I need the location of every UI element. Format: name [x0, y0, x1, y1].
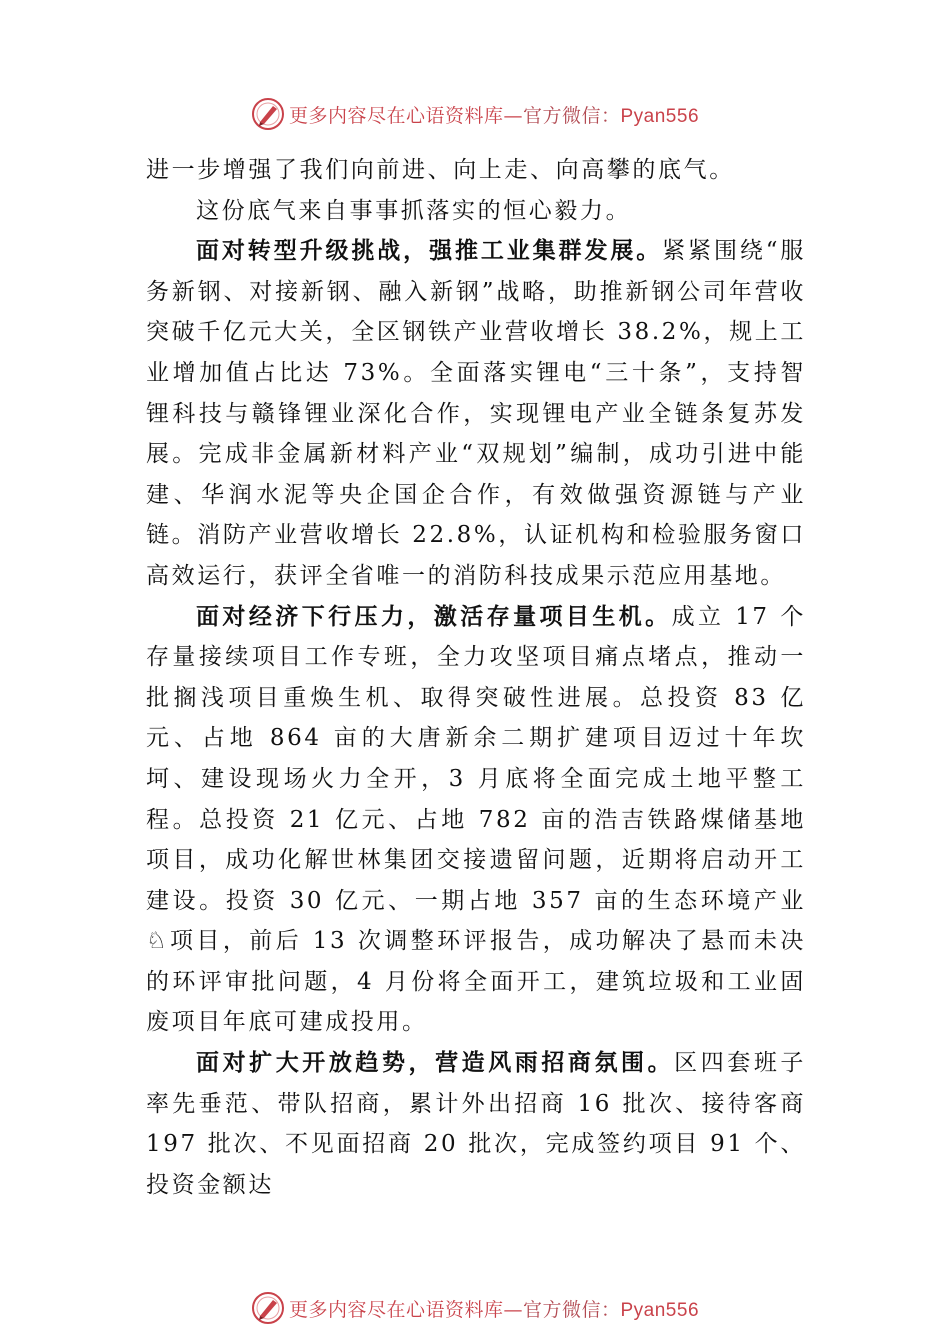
paragraph-5-lead: 面对扩大开放趋势，营造风雨招商氛围。 — [196, 1049, 675, 1077]
paragraph-5-text: 区四套班子率先垂范、带队招商，累计外出招商 16 批次、接待客商 197 批次、不见面招商 20 批次，完成签约项目 91 个、投资金额达 — [146, 1050, 806, 1198]
paragraph-3-lead: 面对转型升级挑战，强推工业集群发展。 — [196, 237, 663, 265]
footer-banner — [0, 1288, 950, 1328]
paragraph-3-text: 紧紧围绕“服务新钢、对接新钢、融入新钢”战略，助推新钢公司年营收突破千亿元大关，全区钢铁产业营收增长 38.2%，规上工业增加值占比达 73%。全面落实锂电“三十条”，支持智锂科技与赣锋锂业深化合作，实现锂电产业全链条复苏发展。完成非金属新材料产业“双规划”编制，成功引进中能建、华润水泥等央企国企合作，有效做强资源链与产业链。消防产业营收增长 22.8%，认证机构和检验服务窗口高效运行，获评全省唯一的消防科技成果示范应用基地。 — [146, 238, 806, 589]
paragraph-2: 这份底气来自事事抓落实的恒心毅力。 — [196, 197, 632, 224]
header-banner-official: 官方微信： — [522, 104, 621, 127]
paragraph-4-lead: 面对经济下行压力，激活存量项目生机。 — [196, 602, 672, 630]
header-banner-dash: — — [503, 104, 523, 127]
footer-banner-dash: — — [503, 1298, 523, 1321]
header-banner — [0, 94, 950, 134]
header-banner-wechat: Pyan556 — [620, 105, 700, 127]
paragraph-3 — [146, 231, 806, 596]
footer-banner-text — [289, 1295, 699, 1322]
footer-banner-official: 官方微信： — [522, 1298, 621, 1321]
paragraph-4-text: 成立 17 个存量接续项目工作专班，全力攻坚项目痛点堵点，推动一批搁浅项目重焕生机、取得突破性进展。总投资 83 亿元、占地 864 亩的大唐新余二期扩建项目迈过十年坎坷、建设现场火力全开，3 月底将全面完成土地平整工程。总投资 21 亿元、占地 782 亩的浩吉铁路煤储基地项目，成功化解世林集团交接遗留问题，近期将启动开工建设。投资 30 亿元、一期占地 357 亩的生态环境产业♘项目，前后 13 次调整环评报告，成功解决了悬而未决的环评审批问题，4 月份将全面开工，建筑垃圾和工业固废项目年底可建成投用。 — [146, 603, 806, 1036]
paragraph-4 — [146, 597, 806, 1044]
footer-banner-main: 更多内容尽在心语资料库 — [288, 1298, 504, 1321]
header-banner-text — [289, 101, 699, 128]
header-banner-main: 更多内容尽在心语资料库 — [288, 104, 504, 127]
pen-logo-icon — [251, 1291, 285, 1325]
document-body — [146, 150, 806, 1205]
paragraph-5 — [146, 1043, 806, 1205]
paragraph-1: 进一步增强了我们向前进、向上走、向高攀的底气。 — [146, 157, 735, 183]
pen-logo-icon — [251, 97, 285, 131]
footer-banner-wechat: Pyan556 — [620, 1299, 700, 1321]
